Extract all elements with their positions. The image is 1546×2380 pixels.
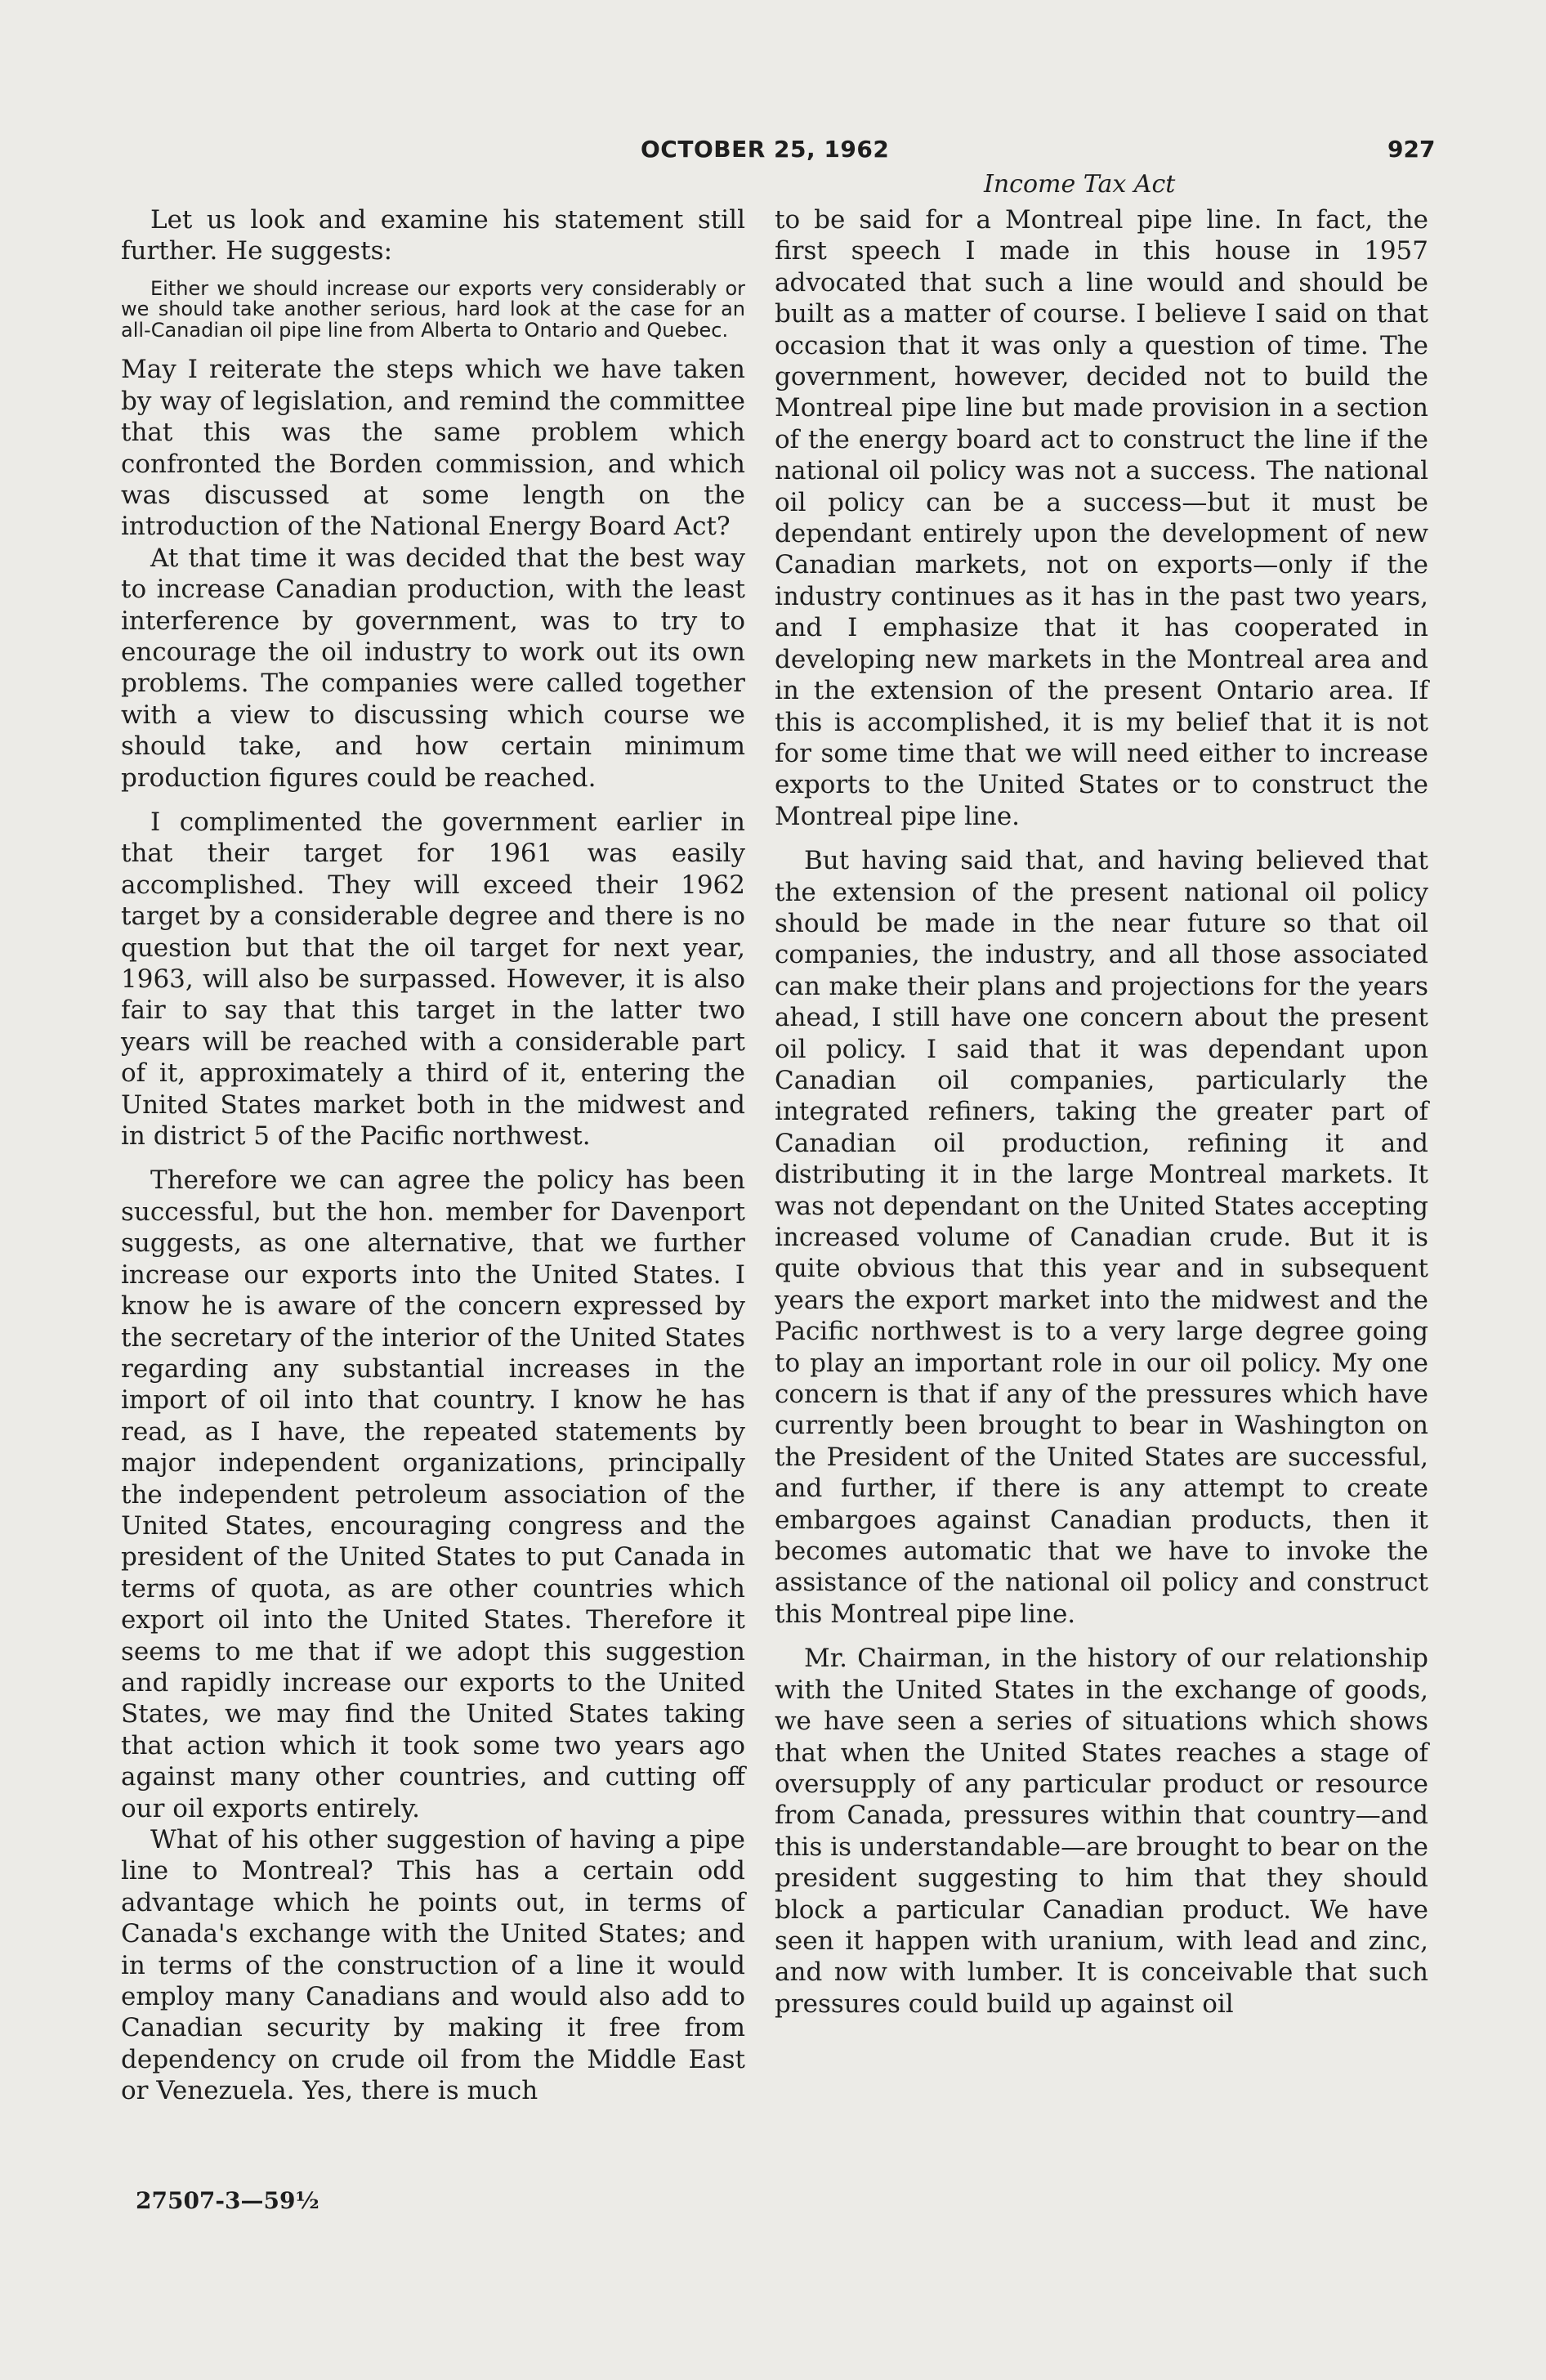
page-number: 927 <box>1387 136 1436 163</box>
paragraph: Let us look and examine his statement still further. He suggests: <box>121 205 745 266</box>
header-date: OCTOBER 25, 1962 <box>641 136 890 163</box>
paragraph: to be said for a Montreal pipe line. In fact, the first speech I made in this house in 1957 advocated that such a line would and should be built as a matter of course. I believe I said on that occasion that it was only a question of time. The government, however, decided not to build the Montreal pipe line but made provision in a section of the energy board act to construct the line if the national oil policy was not a success. The national oil policy can be a success—but it must be dependant entirely upon the development of new Canadian markets, not on exports—only if the industry continues as it has in the past two years, and I emphasize that it has cooperated in developing new markets in the Montreal area and in the extension of the present Ontario area. If this is accomplished, it is my belief that it is not for some time that we will need either to increase exports to the United States or to construct the Montreal pipe line. <box>775 205 1428 831</box>
running-title: Income Tax Act <box>984 170 1176 199</box>
paragraph: At that time it was decided that the best way to increase Canadian production, with the least interference by government, was to try to encourage the oil industry to work out its own problems. The companies were called together with a view to discussing which course we should take, and how certain minimum production figures could be reached. <box>121 543 745 793</box>
paragraph: Therefore we can agree the policy has been successful, but the hon. member for Davenport suggests, as one alternative, that we further increase our exports into the United States. I know he is aware of the concern expressed by the secretary of the interior of the United States regarding any substantial increases in the import of oil into that country. I know he has read, as I have, the repeated statements by major independent organizations, principally the independent petroleum association of the United States, encouraging congress and the president of the United States to put Canada in terms of quota, as are other countries which export oil into the United States. Therefore it seems to me that if we adopt this suggestion and rapidly increase our exports to the United States, we may find the United States taking that action which it took some two years ago against many other countries, and cutting off our oil exports entirely. <box>121 1165 745 1823</box>
paragraph: What of his other suggestion of having a pipe line to Montreal? This has a certain odd advantage which he points out, in terms of Canada's exchange with the United States; and in terms of the construction of a line it would employ many Canadians and would also add to Canadian security by making it free from dependency on crude oil from the Middle East or Venezuela. Yes, there is much <box>121 1825 745 2106</box>
folio-signature: 27507-3—59½ <box>136 2187 319 2214</box>
paragraph: May I reiterate the steps which we have taken by way of legislation, and remind the committee that this was the same problem which confronted the Borden commission, and which was discussed at some length on the introduction of the National Energy Board Act? <box>121 355 745 542</box>
paragraph: I complimented the government earlier in that their target for 1961 was easily accomplished. They will exceed their 1962 target by a considerable degree and there is no question but that the oil target for next year, 1963, will also be surpassed. However, it is also fair to say that this target in the latter two years will be reached with a considerable part of it, approximately a third of it, entering the United States market both in the midwest and in district 5 of the Pacific northwest. <box>121 808 745 1152</box>
left-column <box>121 204 745 2107</box>
paragraph: But having said that, and having believed that the extension of the present national oil policy should be made in the near future so that oil companies, the industry, and all those associated can make their plans and projections for the years ahead, I still have one concern about the present oil policy. I said that it was dependant upon Canadian oil companies, particularly the integrated refiners, taking the greater part of Canadian oil production, refining it and distributing it in the large Montreal markets. It was not dependant on the United States accepting increased volume of Canadian crude. But it is quite obvious that this year and in subsequent years the export market into the midwest and the Pacific northwest is to a very large degree going to play an important role in our oil policy. My one concern is that if any of the pressures which have currently been brought to bear in Washington on the President of the United States are successful, and further, if there is any attempt to create embargoes against Canadian products, then it becomes automatic that we have to invoke the assistance of the national oil policy and construct this Montreal pipe line. <box>775 846 1428 1629</box>
right-column <box>775 204 1428 2020</box>
paragraph: Mr. Chairman, in the history of our relationship with the United States in the exchange of goods, we have seen a series of situations which shows that when the United States reaches a stage of oversupply of any particular product or resource from Canada, pressures within that country—and this is understandable—are brought to bear on the president suggesting to him that they should block a particular Canadian product. We have seen it happen with uranium, with lead and zinc, and now with lumber. It is conceivable that such pressures could build up against oil <box>775 1644 1428 2019</box>
block-quote: Either we should increase our exports very considerably or we should take another serious, hard look at the case for an all-Canadian oil pipe line from Alberta to Ontario and Quebec. <box>121 276 745 342</box>
